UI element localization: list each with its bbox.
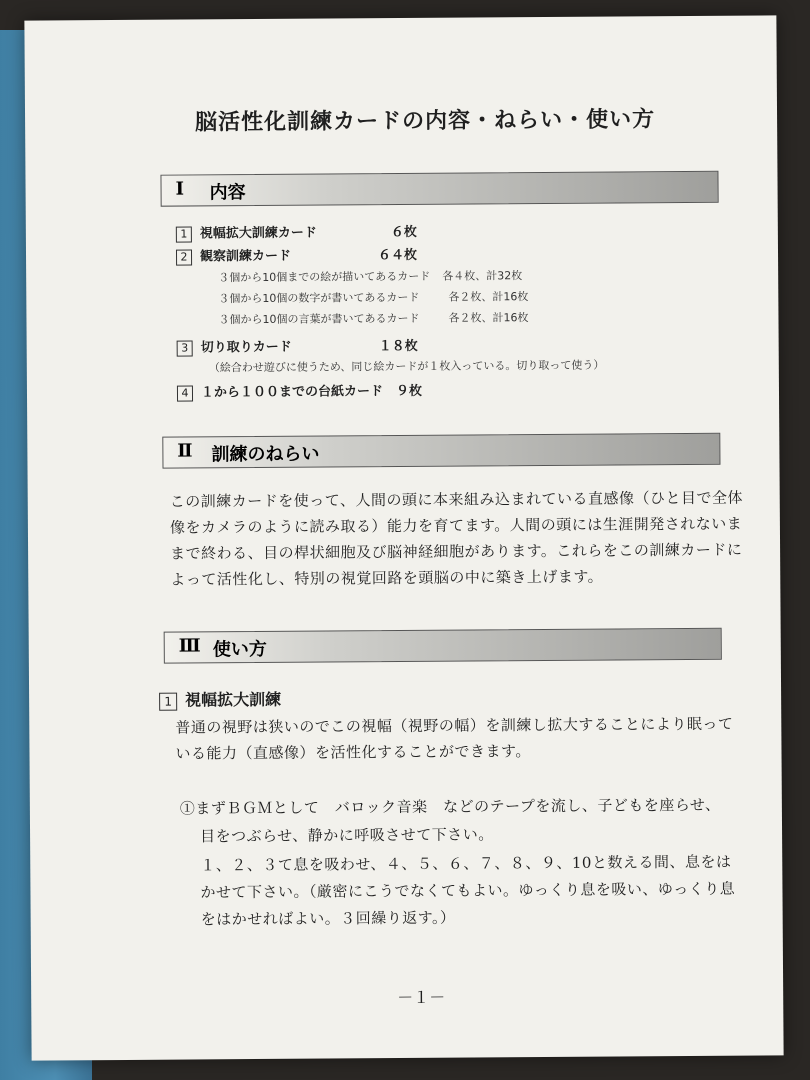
item-count: １８枚 xyxy=(378,338,418,355)
section-header-usage xyxy=(164,628,722,664)
section-number: Ⅲ xyxy=(178,635,201,657)
sub-item-text: ３個から10個の数字が書いてあるカード xyxy=(218,290,420,306)
item-number-box: 2 xyxy=(176,249,192,265)
section-header-contents xyxy=(160,171,718,207)
page-title: 脳活性化訓練カードの内容・ねらい・使い方 xyxy=(195,107,656,136)
item-label: 視幅拡大訓練カード xyxy=(199,225,317,242)
sub-item-count: 各４枚、計32枚 xyxy=(442,269,523,283)
section-title: 使い方 xyxy=(212,638,267,661)
usage-step-line: ①まずＢＧＭとして バロック音楽 などのテープを流し、子どもを座らせ、 xyxy=(179,795,721,818)
usage-intro-line: 普通の視野は狭いのでこの視幅（視野の幅）を訓練し拡大することにより眠って xyxy=(175,714,734,737)
item-count: ６枚 xyxy=(390,224,417,241)
item-label: 観察訓練カード xyxy=(199,248,292,265)
usage-step-line: かせて下さい。（厳密にこうでなくてもよい。ゆっくり息を吸い、ゆっくり息 xyxy=(200,879,736,902)
aims-line: まで終わる、目の桿状細胞及び脳神経細胞があります。これらをこの訓練カードに xyxy=(170,540,743,563)
usage-step-line: １、２、３て息を吸わせ、４、５、６、７、８、９、10と数える間、息をは xyxy=(200,852,732,875)
item-number-box: 1 xyxy=(159,692,177,710)
subsection-title: 視幅拡大訓練 xyxy=(185,689,282,710)
usage-intro-line: いる能力（直感像）を活性化することができます。 xyxy=(175,742,531,763)
page-number: －１－ xyxy=(397,987,446,1008)
document-page xyxy=(24,15,783,1060)
aims-line: 像をカメラのように読み取る）能力を育てます。人間の頭には生涯開発されないま xyxy=(169,514,743,537)
item-number-box: 3 xyxy=(177,340,193,356)
content-item-2 xyxy=(176,245,291,265)
section-title: 内容 xyxy=(209,182,246,204)
section-title: 訓練のねらい xyxy=(211,443,320,466)
usage-subsection-heading xyxy=(159,687,281,711)
item-number-box: 4 xyxy=(177,385,193,401)
item-count: ６４枚 xyxy=(377,247,418,264)
usage-step-line: をはかせればよい。３回繰り返す。） xyxy=(200,908,456,929)
content-item-1 xyxy=(176,222,317,242)
section-number: Ⅰ xyxy=(175,178,185,200)
aims-line: よって活性化し、特別の視覚回路を頭脳の中に築き上げます。 xyxy=(170,567,604,589)
content-note: （絵合わせ遊びに使うため、同じ絵カードが１枚入っている。切り取って使う） xyxy=(208,358,605,375)
section-number: Ⅱ xyxy=(177,440,193,462)
usage-step-line: 目をつぶらせ、静かに呼吸させて下さい。 xyxy=(200,825,494,846)
sub-item-count: 各２枚、計16枚 xyxy=(448,290,529,304)
sub-item-text: ３個から10個までの絵が描いてあるカード xyxy=(218,269,431,285)
aims-line: この訓練カードを使って、人間の頭に本来組み込まれている直感像（ひと目で全体 xyxy=(169,488,744,511)
content-item-4 xyxy=(177,380,422,401)
item-number-box: 1 xyxy=(176,226,192,242)
content-item-3 xyxy=(177,336,292,356)
item-label: １から１００までの台紙カード ９枚 xyxy=(200,383,423,401)
sub-item-count: 各２枚、計16枚 xyxy=(448,311,529,325)
item-label: 切り取りカード xyxy=(200,339,292,356)
section-header-aims xyxy=(162,433,720,469)
sub-item-text: ３個から10個の言葉が書いてあるカード xyxy=(218,311,420,327)
